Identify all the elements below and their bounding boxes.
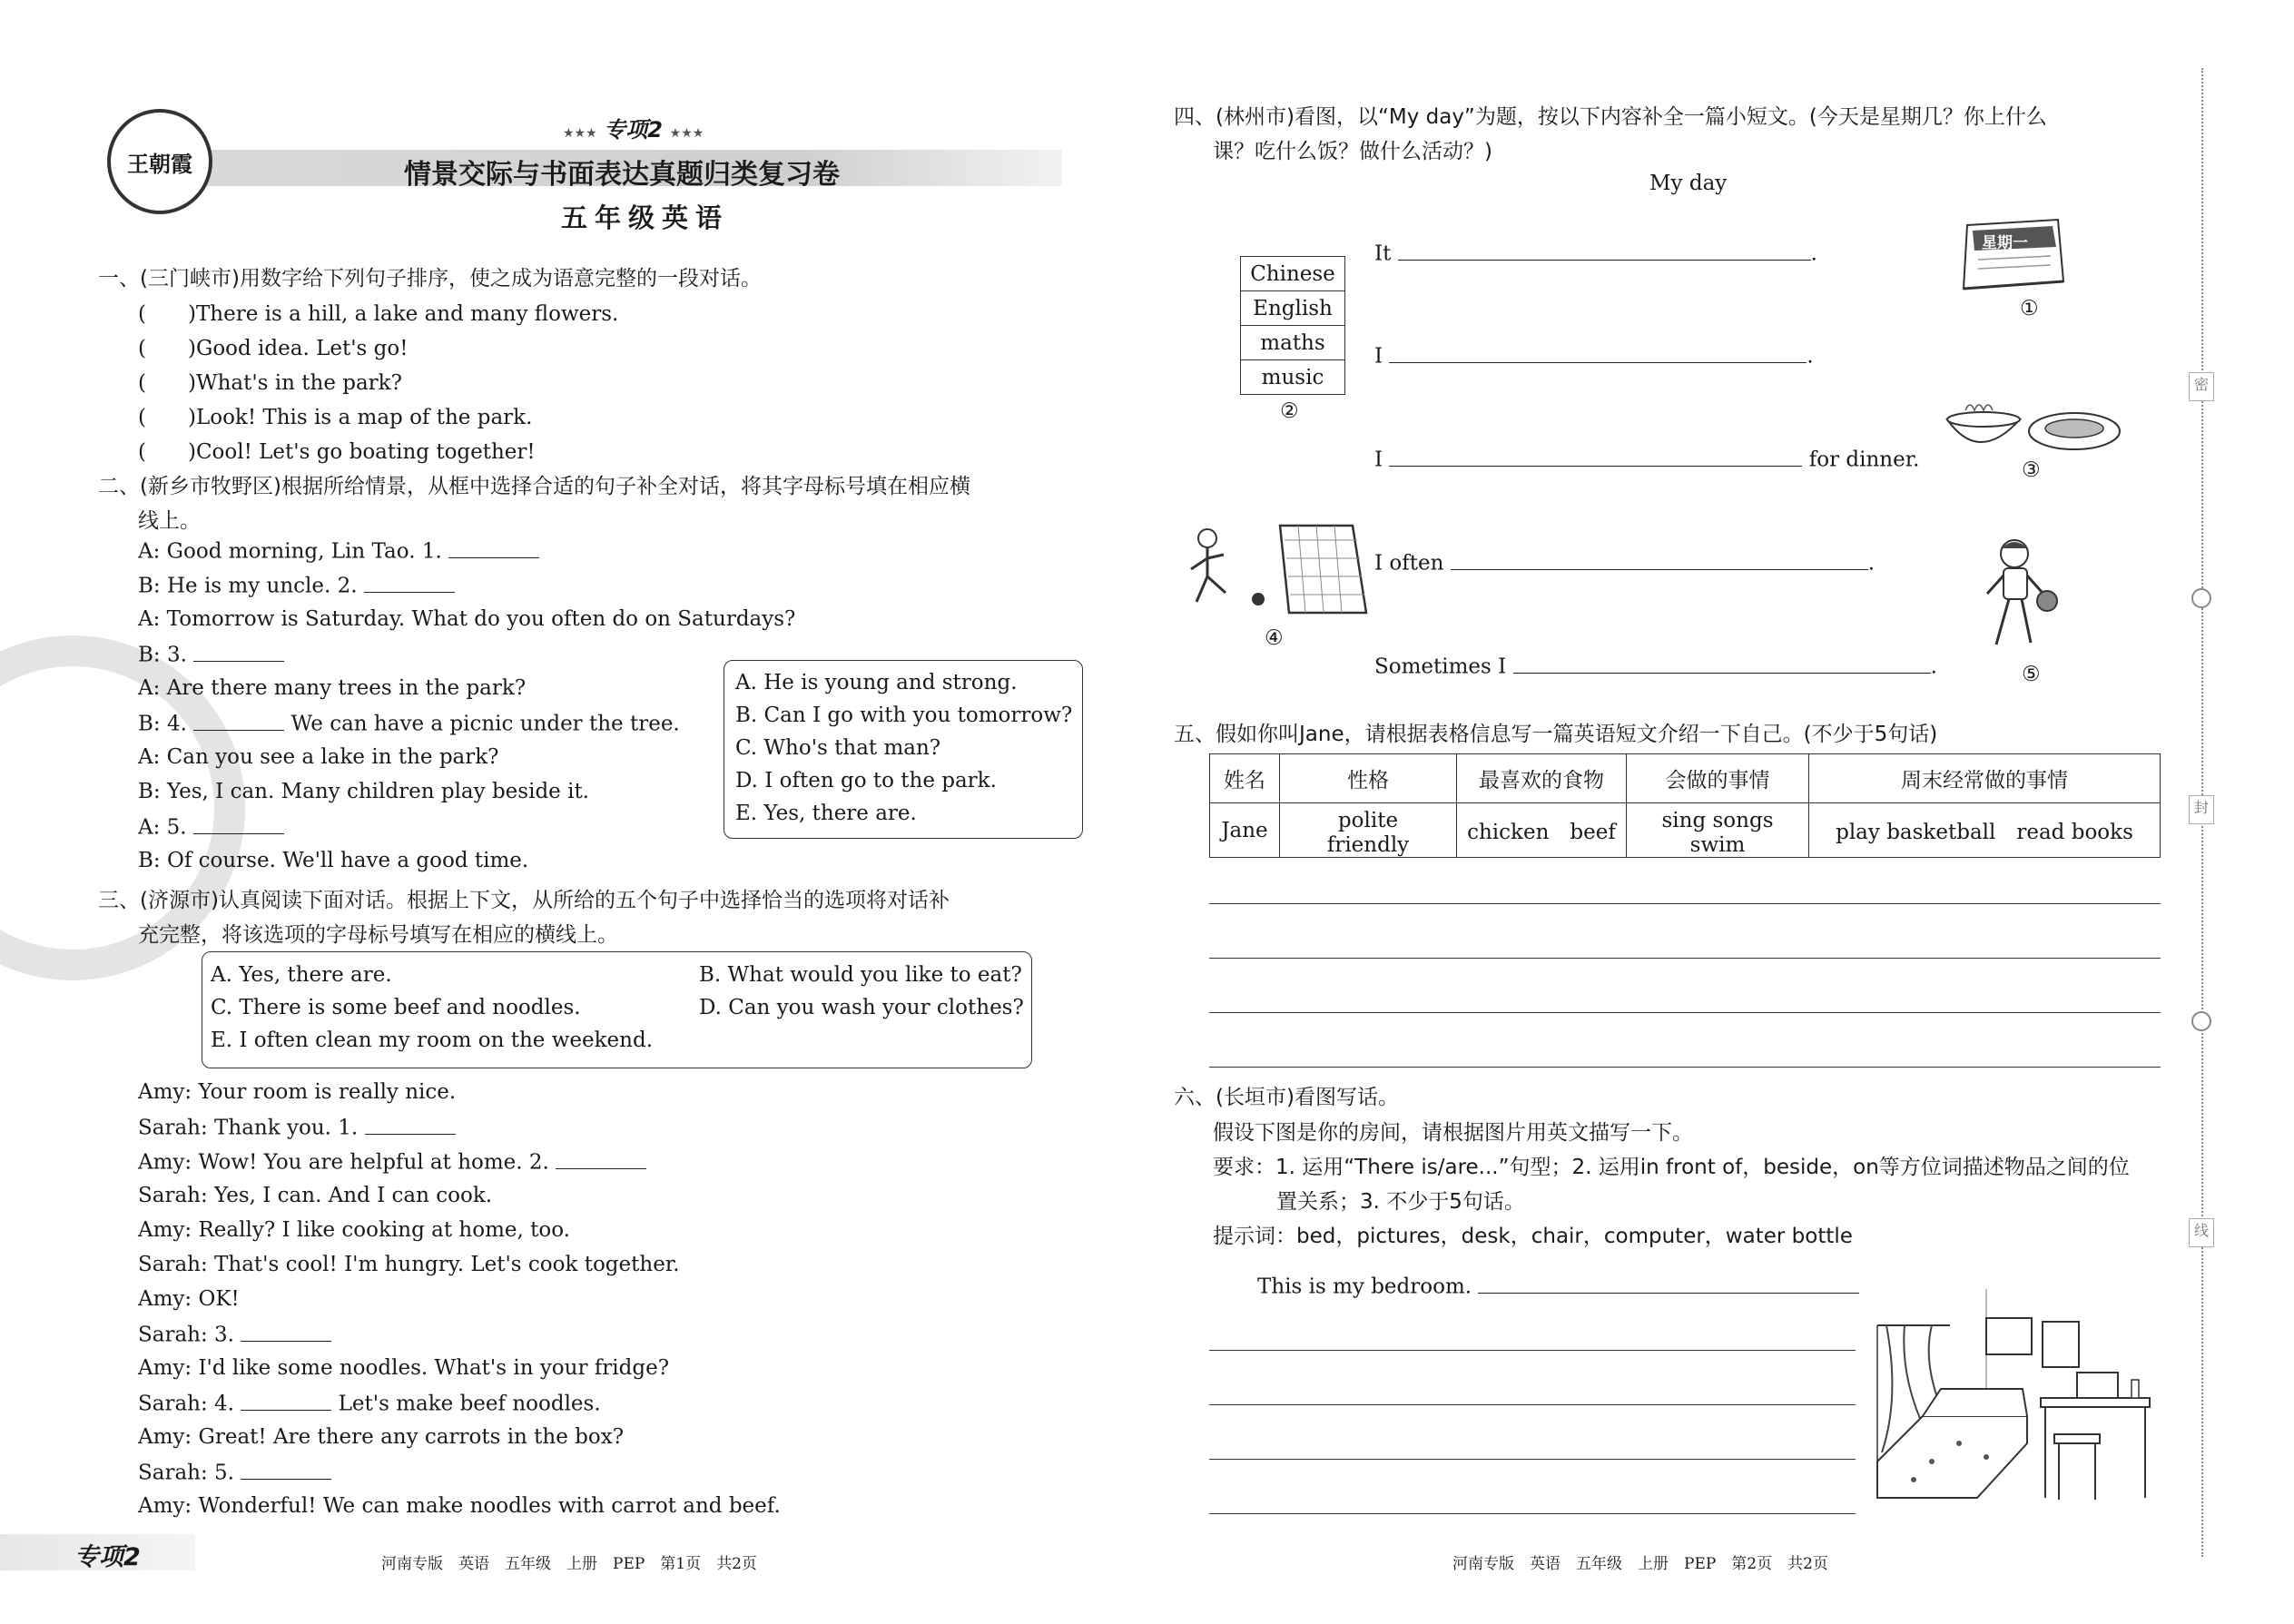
s2-line: A: Good morning, Lin Tao. 1. (138, 538, 539, 564)
picture-number: ③ (2022, 458, 2041, 482)
answer-blank[interactable] (365, 1115, 456, 1135)
s2-option: A. He is young and strong. (735, 671, 1018, 694)
s1-item: ( )What's in the park? (138, 371, 402, 395)
s2-line: A: Can you see a lake in the park? (138, 745, 499, 769)
s2-option: D. I often go to the park. (735, 769, 997, 792)
s2-line: A: 5. (138, 814, 284, 840)
s3-option: B. What would you like to eat? (699, 963, 1022, 987)
answer-blank[interactable] (1389, 447, 1802, 467)
s2-line: A: Are there many trees in the park? (138, 676, 527, 700)
s2-line: B: Yes, I can. Many children play beside it. (138, 780, 589, 803)
football-picture (1180, 522, 1371, 622)
s4-line: Sometimes I . (1374, 655, 1937, 679)
s3-line: Amy: I'd like some noodles. What's in your fridge? (138, 1356, 670, 1380)
table-cell: Jane (1210, 803, 1280, 858)
writing-line[interactable] (1209, 1404, 1856, 1405)
s3-line: Sarah: 3. (138, 1322, 331, 1347)
answer-blank[interactable] (241, 1322, 331, 1342)
s3-line: Amy: Great! Are there any carrots in the box? (138, 1425, 625, 1449)
s3-option: D. Can you wash your clothes? (699, 996, 1024, 1019)
answer-blank[interactable] (448, 538, 539, 558)
s3-heading-cont: 充完整，将该选项的字母标号填写在相应的横线上。 (138, 923, 618, 947)
margin-mark: 封 (2189, 795, 2214, 824)
s3-option: E. I often clean my room on the weekend. (211, 1029, 654, 1052)
s3-line: Sarah: Thank you. 1. (138, 1115, 456, 1140)
s3-option: C. There is some beef and noodles. (211, 996, 581, 1019)
table-cell: polite friendly (1280, 803, 1457, 858)
writing-line[interactable] (1209, 1513, 1856, 1514)
s2-line: B: He is my uncle. 2. (138, 573, 455, 598)
answer-blank[interactable] (193, 814, 284, 834)
subjects-table (1240, 256, 1345, 395)
picture-number: ① (2020, 297, 2039, 320)
margin-circle-icon (2191, 1011, 2211, 1031)
s4-title: My day (1649, 172, 1728, 195)
s4-line: I for dinner. (1374, 448, 1920, 472)
answer-blank[interactable] (193, 711, 284, 731)
s2-line: A: Tomorrow is Saturday. What do you often do on Saturdays? (138, 607, 796, 631)
brand-logo (107, 109, 212, 214)
s2-option: B. Can I go with you tomorrow? (735, 704, 1073, 727)
s3-heading: 三、(济源市)认真阅读下面对话。根据上下文，从所给的五个句子中选择恰当的选项将对话补 (98, 889, 950, 912)
answer-blank[interactable] (193, 642, 284, 662)
s4-line: I . (1374, 344, 1814, 369)
answer-blank[interactable] (364, 573, 455, 593)
answer-blank[interactable] (1389, 343, 1807, 363)
s3-line: Amy: OK! (138, 1287, 240, 1311)
s3-line: Sarah: 5. (138, 1460, 331, 1485)
s3-line: Amy: Really? I like cooking at home, too. (138, 1218, 570, 1242)
table-header: 周末经常做的事情 (1809, 754, 2161, 803)
s3-line: Amy: Wonderful! We can make noodles with carrot and beef. (138, 1494, 781, 1518)
s6-text: 假设下图是你的房间，请根据图片用英文描写一下。 (1213, 1121, 1693, 1145)
calendar-label: 星期一 (1982, 234, 2028, 252)
picture-number: ④ (1265, 626, 1284, 650)
s2-heading: 二、(新乡市牧野区)根据所给情景，从框中选择合适的句子补全对话，将其字母标号填在相应横 (98, 475, 970, 498)
s1-item: ( )Good idea. Let's go! (138, 337, 409, 360)
answer-blank[interactable] (1451, 550, 1868, 570)
subject-cell: music (1241, 360, 1345, 395)
writing-line[interactable] (1209, 1459, 1856, 1460)
writing-line[interactable] (1209, 1350, 1856, 1351)
dinner-picture (1938, 381, 2124, 463)
s3-line: Sarah: Yes, I can. And I can cook. (138, 1184, 493, 1207)
s1-item: ( )There is a hill, a lake and many flowers. (138, 302, 619, 326)
s4-heading: 四、(林州市)看图，以“My day”为题，按以下内容补全一篇小短文。(今天是星期几？你上什么 (1174, 105, 2047, 129)
table-header: 姓名 (1210, 754, 1280, 803)
footer-section-label: 专项2 (74, 1543, 141, 1571)
answer-blank[interactable] (556, 1149, 646, 1169)
page-subtitle: 五年级英语 (561, 202, 730, 233)
s3-line: Sarah: That's cool! I'm hungry. Let's cook together. (138, 1253, 680, 1276)
s1-item: ( )Cool! Let's go boating together! (138, 440, 536, 464)
writing-line[interactable] (1209, 958, 2161, 959)
calendar-picture (1956, 216, 2070, 298)
s6-text: 置关系；3. 不少于5句话。 (1276, 1190, 1525, 1214)
margin-circle-icon (2191, 588, 2211, 608)
s2-line: B: 4. We can have a picnic under the tree. (138, 712, 680, 736)
margin-mark: 线 (2189, 1218, 2214, 1247)
s4-heading-cont: 课？吃什么饭？做什么活动？) (1213, 140, 1492, 163)
basketball-picture (1974, 536, 2065, 658)
footer-left: 河南专版 英语 五年级 上册 PEP 第1页 共2页 (381, 1555, 757, 1573)
s2-option: C. Who's that man? (735, 736, 941, 760)
s2-line: B: Of course. We'll have a good time. (138, 849, 529, 872)
brand-name: 王朝霞 (127, 151, 192, 177)
table-header: 最喜欢的食物 (1457, 754, 1627, 803)
s4-line: It . (1374, 241, 1817, 266)
s1-heading: 一、(三门峡市)用数字给下列句子排序，使之成为语意完整的一段对话。 (98, 267, 762, 290)
s6-text: 要求：1. 运用“There is/are...”句型；2. 运用in front of，beside，on等方位词描述物品之间的位 (1213, 1156, 2130, 1179)
series-label: ★★★ 专项2 ★★★ (563, 117, 704, 143)
table-header: 性格 (1280, 754, 1457, 803)
answer-blank[interactable] (241, 1391, 331, 1411)
info-table (1209, 753, 2161, 858)
writing-line[interactable] (1209, 903, 2161, 904)
answer-blank[interactable] (1513, 654, 1931, 674)
s3-line: Amy: Your room is really nice. (138, 1080, 457, 1104)
bedroom-picture (1868, 1289, 2168, 1516)
s4-line: I often . (1374, 551, 1876, 576)
table-cell: chicken beef (1457, 803, 1627, 858)
table-cell: sing songs swim (1627, 803, 1809, 858)
subject-cell: Chinese (1241, 257, 1345, 291)
answer-blank[interactable] (1398, 241, 1811, 261)
picture-number: ② (1280, 399, 1299, 423)
table-cell: play basketball read books (1809, 803, 2161, 858)
footer-right: 河南专版 英语 五年级 上册 PEP 第2页 共2页 (1452, 1555, 1828, 1573)
s6-heading: 六、(长垣市)看图写话。 (1174, 1086, 1399, 1109)
s3-line: Amy: Wow! You are helpful at home. 2. (138, 1149, 646, 1175)
table-header: 会做的事情 (1627, 754, 1809, 803)
s2-line: B: 3. (138, 642, 284, 667)
s5-heading: 五、假如你叫Jane，请根据表格信息写一篇英语短文介绍一下自己。(不少于5句话) (1174, 723, 1938, 746)
s3-line: Sarah: 4. Let's make beef noodles. (138, 1392, 601, 1416)
s6-start: This is my bedroom. (1257, 1274, 1859, 1299)
s6-text: 提示词：bed，pictures，desk，chair，computer，water bottle (1213, 1225, 1853, 1248)
s1-item: ( )Look! This is a map of the park. (138, 406, 533, 429)
answer-blank[interactable] (241, 1460, 331, 1480)
s2-heading-cont: 线上。 (138, 509, 201, 533)
picture-number: ⑤ (2022, 663, 2041, 686)
page-title: 情景交际与书面表达真题归类复习卷 (404, 159, 840, 191)
margin-mark: 密 (2189, 372, 2214, 401)
s3-option: A. Yes, there are. (211, 963, 392, 987)
s2-option: E. Yes, there are. (735, 802, 917, 825)
answer-blank[interactable] (1478, 1274, 1859, 1294)
writing-line[interactable] (1209, 1012, 2161, 1013)
subject-cell: maths (1241, 326, 1345, 360)
writing-line[interactable] (1209, 1067, 2161, 1068)
subject-cell: English (1241, 291, 1345, 326)
